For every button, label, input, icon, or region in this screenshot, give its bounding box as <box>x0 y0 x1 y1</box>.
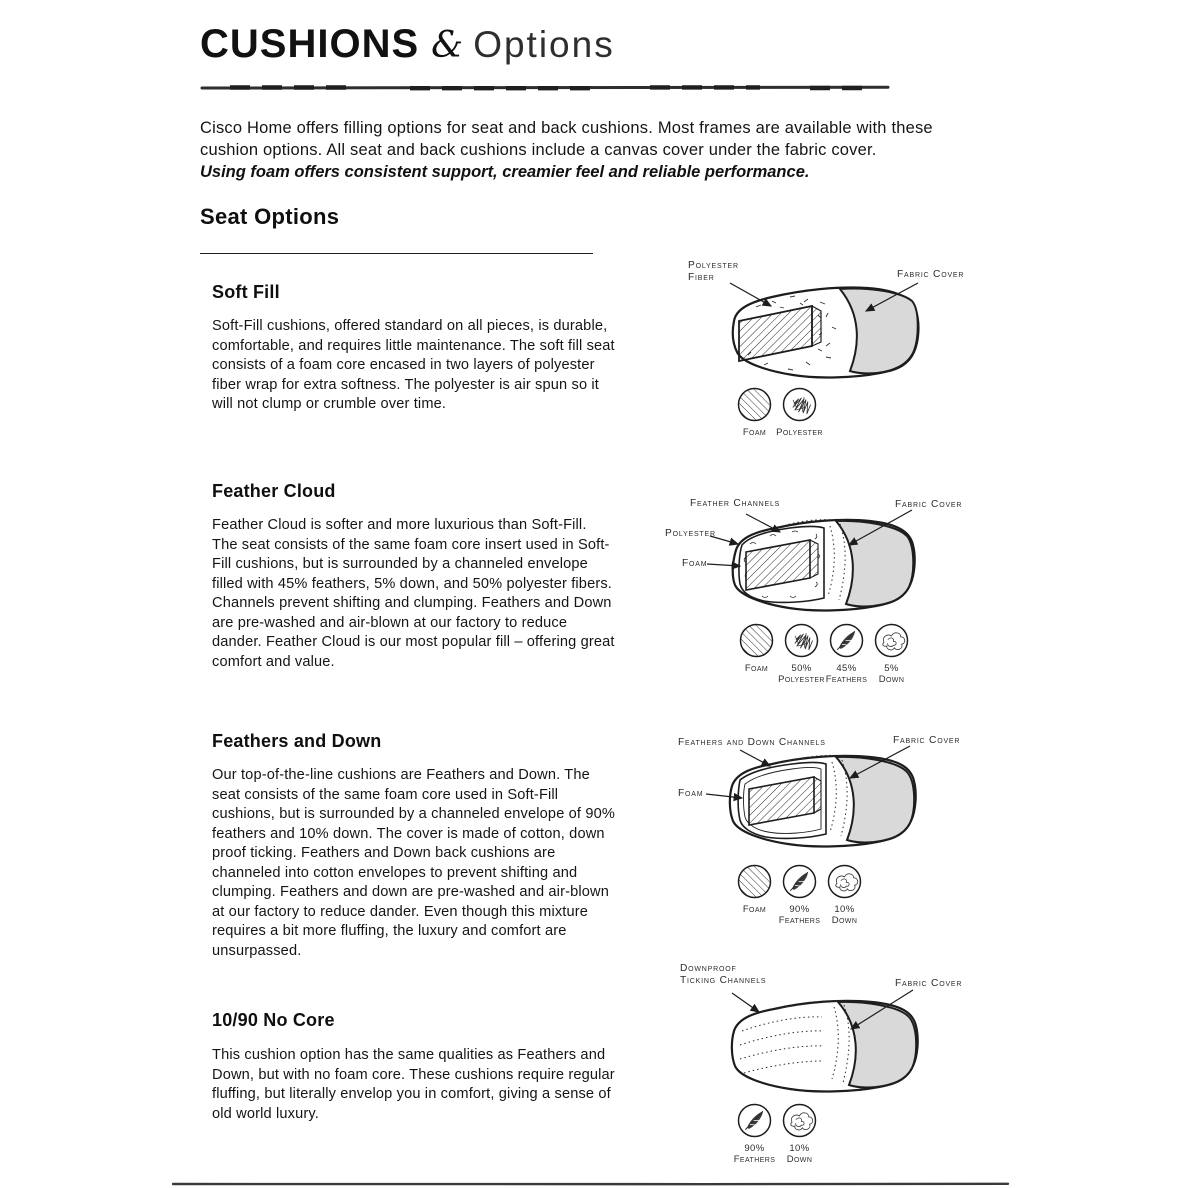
down-swatch-icon <box>873 622 910 659</box>
swatch-foam: Foam <box>732 386 777 438</box>
down-swatch-icon <box>781 1102 818 1139</box>
polyester-swatch-icon <box>783 622 820 659</box>
down-swatch-icon <box>826 863 863 900</box>
title-rule <box>200 84 890 92</box>
page-title <box>200 22 615 67</box>
swatch-10-down: 10% Down <box>777 1102 822 1165</box>
swatch-row <box>732 386 822 438</box>
intro-emphasis: Using foam offers consistent support, creamier feel and reliable performance. <box>200 163 810 181</box>
arrow-polyester-fiber <box>730 283 771 306</box>
illustration-no-core <box>650 953 995 1188</box>
callout-fabric-cover: Fabric Cover <box>895 978 963 989</box>
illustration-feathers-down <box>650 728 995 938</box>
callout-polyester-fiber: Polyester Fiber <box>688 260 739 283</box>
illustration-soft-fill <box>660 255 1000 455</box>
section-heading-soft-fill: Soft Fill <box>212 282 280 302</box>
feather-swatch-icon <box>828 622 865 659</box>
intro-paragraph: Cisco Home offers filling options for seat and back cushions. Most frames are available with these cushion options. All seat and back cushions include a canvas cover under the fabric cover. <box>200 119 933 159</box>
swatch-row <box>732 1102 822 1165</box>
illustration-feather-cloud <box>650 490 995 700</box>
swatch-polyester: Polyester <box>777 386 822 438</box>
soft-fill-cushion-drawing <box>660 255 1000 455</box>
section-heading-feather-cloud: Feather Cloud <box>212 481 336 501</box>
callout-fabric-cover: Fabric Cover <box>893 735 961 746</box>
feather-swatch-icon <box>781 863 818 900</box>
arrow-channels <box>740 750 770 766</box>
swatch-10-down: 10% Down <box>822 863 867 926</box>
arrow-feather-channels <box>746 514 780 532</box>
arrow-ticking-channels <box>732 993 759 1012</box>
foam-swatch-icon <box>738 622 775 659</box>
callout-foam: Foam <box>682 558 708 569</box>
callout-downproof-ticking: Downproof Ticking Channels <box>680 963 767 986</box>
foam-swatch-icon <box>736 863 773 900</box>
callout-fabric-cover: Fabric Cover <box>897 269 965 280</box>
swatch-row <box>732 863 867 926</box>
swatch-5-down: 5% Down <box>869 622 914 685</box>
section-heading-no-core: 10/90 No Core <box>212 1010 335 1030</box>
section-heading-feathers-down: Feathers and Down <box>212 731 382 751</box>
feather-swatch-icon <box>736 1102 773 1139</box>
footer-rule <box>172 1181 1010 1187</box>
swatch-90-feathers: 90% Feathers <box>777 863 822 926</box>
title-options: Options <box>473 24 615 65</box>
swatch-50-polyester: 50% Polyester <box>779 622 824 685</box>
callout-feathers-down-channels: Feathers and Down Channels <box>678 737 826 748</box>
section-body-feathers-down: Our top-of-the-line cushions are Feathers and Down. The seat consists of the same foam core used in Soft-Fill cushions, but is surrounded by a channeled envelope of 90% feathers and 10% down. The cover is made of cotton, down proof ticking. Feathers and Down back cushions are channeled into cotton envelopes to prevent shifting and clumping. Feathers and down are pre-washed and air-blown at our factory to reduce dander. Even though this mixture requires a bit more fluffing, the luxury and comfort are unsurpassed. <box>212 767 616 959</box>
foam-swatch-icon <box>736 386 773 423</box>
swatch-row <box>734 622 914 685</box>
callout-fabric-cover: Fabric Cover <box>895 499 963 510</box>
swatch-90-feathers: 90% Feathers <box>732 1102 777 1165</box>
section-body-no-core: This cushion option has the same qualities as Feathers and Down, but with no foam core. These cushions require regular fluffing, but literally envelop you in comfort, giving a sense of old world luxury. <box>212 1047 615 1122</box>
polyester-swatch-icon <box>781 386 818 423</box>
title-cushions: CUSHIONS <box>200 22 420 66</box>
swatch-foam: Foam <box>732 863 777 926</box>
seat-options-heading: Seat Options <box>200 204 340 229</box>
seat-options-rule <box>200 253 593 254</box>
section-body-feather-cloud: Feather Cloud is softer and more luxurious than Soft-Fill. The seat consists of the same foam core insert used in Soft-Fill cushions, but is surrounded by a channeled envelope filled with 45% feathers, 5% down, and 50% polyester fibers. Channels prevent shifting and clumping. Feathers and Down are pre-washed and air-blown at our factory to reduce dander. Feather Cloud is our most popular fill – offering great comfort and value. <box>212 517 615 670</box>
callout-foam: Foam <box>678 788 704 799</box>
swatch-foam: Foam <box>734 622 779 685</box>
callout-feather-channels: Feather Channels <box>690 498 781 509</box>
callout-polyester: Polyester <box>665 528 716 539</box>
title-ampersand: & <box>431 25 464 66</box>
section-body-soft-fill: Soft-Fill cushions, offered standard on all pieces, is durable, comfortable, and requires little maintenance. The soft fill seat consists of a foam core encased in two layers of polyester fiber wrap for extra softness. The polyester is air spun so it will not clump or crumble over time. <box>212 318 615 412</box>
swatch-45-feathers: 45% Feathers <box>824 622 869 685</box>
